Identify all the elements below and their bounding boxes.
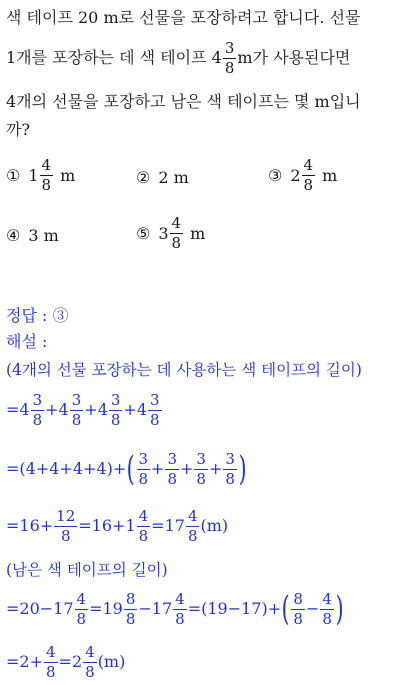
tape-per-gift-fraction: $\frac{3}{8}$ bbox=[224, 38, 235, 77]
explanation-heading-1: (4개의 선물 포장하는 데 사용하는 색 테이프의 길이) bbox=[6, 361, 362, 379]
choice-1-mark: ① bbox=[6, 166, 21, 185]
problem-line-4: 까? bbox=[6, 120, 31, 139]
explanation-row-4: =20−17 $\frac{4}{8}$ =19 $\frac{8}{8}$ −17 $\frac{4}{8}$ =(19−17)+ ( $\frac{8}{8}$ − $\frac{4}{8}$ ) bbox=[6, 589, 344, 629]
choice-4[interactable] bbox=[6, 226, 59, 245]
problem-line-2 bbox=[6, 38, 350, 78]
choice-2[interactable] bbox=[136, 168, 189, 187]
problem-line-2-unit: m가 사용된다면 bbox=[237, 48, 351, 67]
choice-1-unit: m bbox=[60, 166, 76, 185]
explanation-row-5: =2+ $\frac{4}{8}$ =2 $\frac{4}{8}$ (m) bbox=[6, 642, 126, 681]
choice-1[interactable] bbox=[6, 158, 75, 193]
choice-1-whole: 1 bbox=[28, 166, 39, 185]
choice-5-unit: m bbox=[190, 224, 206, 243]
choice-3-whole: 2 bbox=[290, 166, 301, 185]
explanation-row-1: = 4 $\frac{3}{8}$ + 4 $\frac{3}{8}$ + 4 $\frac{3}{8}$ + 4 $\frac{3}{8}$ bbox=[6, 390, 160, 429]
choice-3-unit: m bbox=[322, 166, 338, 185]
choice-2-mark: ② bbox=[136, 168, 151, 187]
choice-4-mark: ④ bbox=[6, 226, 21, 245]
problem-line-1: 색 테이프 20 m로 선물을 포장하려고 합니다. 선물 bbox=[6, 8, 361, 27]
choice-5-fraction: $\frac{4}{8}$ bbox=[171, 214, 182, 252]
choice-2-text: 2 m bbox=[158, 168, 189, 187]
choice-5[interactable] bbox=[136, 216, 205, 251]
choice-1-fraction: $\frac{4}{8}$ bbox=[41, 156, 52, 194]
explanation-row-2: = (4+4+4+4)+ ( $\frac{3}{8}$ + $\frac{3}{8}$ + $\frac{3}{8}$ + $\frac{3}{8}$ ) bbox=[6, 449, 247, 489]
choice-3-mark: ③ bbox=[268, 166, 283, 185]
explanation-heading-2: (남은 색 테이프의 길이) bbox=[6, 561, 168, 579]
choice-4-text: 3 m bbox=[28, 226, 59, 245]
explanation-row-3: =16+ $\frac{12}{8}$ =16+1 $\frac{4}{8}$ =17 $\frac{4}{8}$ (m) bbox=[6, 506, 229, 545]
explanation-label: 해설 : bbox=[6, 332, 48, 351]
problem-line-2-text: 1개를 포장하는 데 색 테이프 4 bbox=[6, 48, 222, 67]
choice-5-mark: ⑤ bbox=[136, 224, 151, 243]
choice-5-whole: 3 bbox=[158, 224, 169, 243]
choice-3-fraction: $\frac{4}{8}$ bbox=[303, 156, 314, 194]
problem-line-3: 4개의 선물을 포장하고 남은 색 테이프는 몇 m입니 bbox=[6, 92, 361, 111]
answer-label: 정답 : ③ bbox=[6, 306, 69, 325]
choice-3[interactable] bbox=[268, 158, 337, 193]
